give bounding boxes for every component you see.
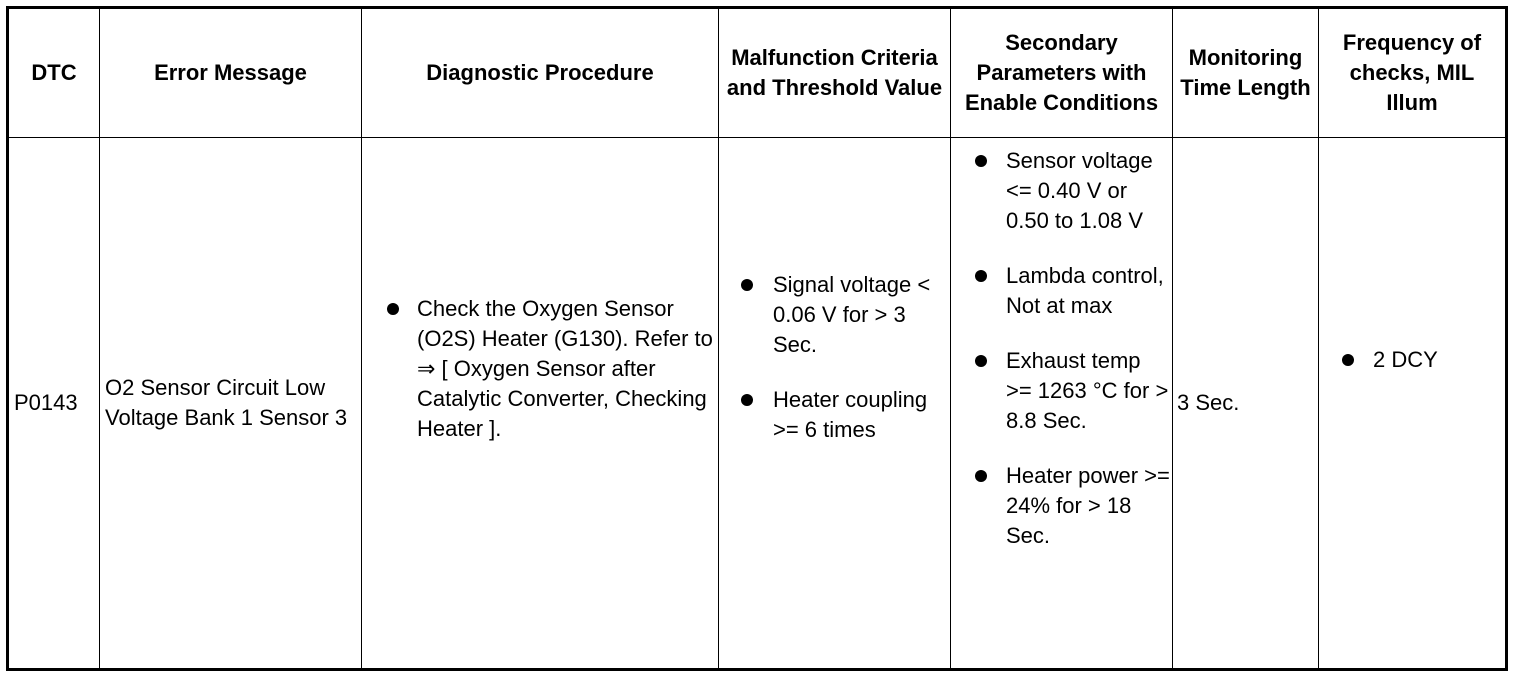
bullet-icon <box>387 303 399 315</box>
table-row <box>8 138 1507 670</box>
list-item <box>951 146 1172 236</box>
header-monitoring-time: Monitoring Time Length <box>1173 8 1319 138</box>
dtc-table <box>6 6 1508 671</box>
header-error-message: Error Message <box>100 8 362 138</box>
malfunction-list <box>719 270 950 445</box>
secondary-text: Sensor voltage <= 0.40 V or 0.50 to 1.08 V <box>1006 148 1153 233</box>
cell-malfunction-criteria <box>719 138 951 670</box>
table-header <box>8 8 1507 138</box>
secondary-text: Lambda control, Not at max <box>1006 263 1164 318</box>
list-item <box>719 385 950 445</box>
frequency-text: 2 DCY <box>1373 347 1438 372</box>
bullet-icon <box>741 279 753 291</box>
malfunction-text: Heater coupling >= 6 times <box>773 386 928 442</box>
procedure-list <box>362 294 718 444</box>
list-item <box>1319 345 1505 375</box>
header-malfunction-criteria: Malfunction Criteria and Threshold Value <box>719 8 951 138</box>
header-frequency: Frequency of checks, MIL Illum <box>1319 8 1507 138</box>
cell-monitoring-time <box>1173 138 1319 670</box>
header-secondary-parameters: Secondary Parameters with Enable Conditions <box>951 8 1173 138</box>
list-item <box>951 346 1172 436</box>
header-dtc: DTC <box>8 8 100 138</box>
header-row <box>8 8 1507 138</box>
bullet-icon <box>1342 354 1354 366</box>
header-diagnostic-procedure: Diagnostic Procedure <box>362 8 719 138</box>
bullet-icon <box>975 355 987 367</box>
bullet-icon <box>975 270 987 282</box>
secondary-text: Exhaust temp >= 1263 °C for > 8.8 Sec. <box>1006 348 1169 433</box>
list-item <box>719 270 950 360</box>
error-message-text: O2 Sensor Circuit Low Voltage Bank 1 Sensor 3 <box>105 375 348 430</box>
bullet-icon <box>975 155 987 167</box>
secondary-list <box>951 138 1172 551</box>
bullet-icon <box>741 394 753 406</box>
frequency-list <box>1319 345 1505 375</box>
list-item <box>951 461 1172 551</box>
malfunction-text: Signal voltage < 0.06 V for > 3 Sec. <box>773 271 931 357</box>
cell-frequency <box>1319 138 1507 670</box>
list-item <box>362 294 718 444</box>
cell-secondary-parameters <box>951 138 1173 670</box>
cell-error-message <box>100 138 362 670</box>
monitoring-time-text: 3 Sec. <box>1177 390 1240 415</box>
procedure-text: Check the Oxygen Sensor (O2S) Heater (G130). Refer to ⇒ [ Oxygen Sensor after Catalytic Converter, Checking Heater ]. <box>417 296 713 441</box>
cell-diagnostic-procedure <box>362 138 719 670</box>
table-body <box>8 138 1507 670</box>
list-item <box>951 261 1172 321</box>
secondary-text: Heater power >= 24% for > 18 Sec. <box>1006 463 1170 548</box>
cell-dtc <box>8 138 100 670</box>
bullet-icon <box>975 470 987 482</box>
dtc-code: P0143 <box>14 390 78 415</box>
